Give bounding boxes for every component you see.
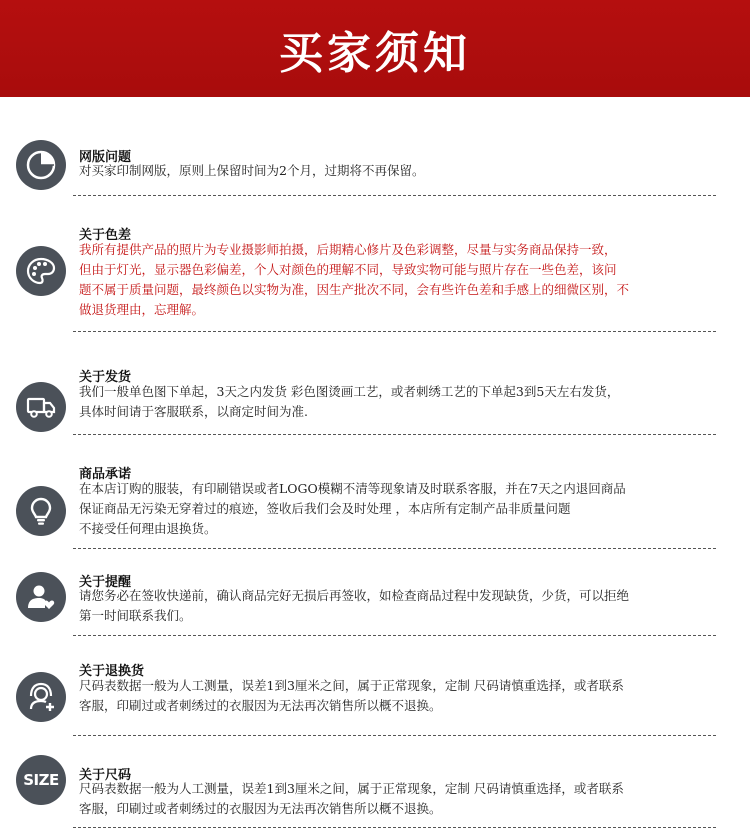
divider (73, 827, 716, 828)
headset-icon (16, 672, 66, 722)
body-line: 对买家印制网版，原则上保留时间为2个月，过期将不再保留。 (79, 163, 425, 178)
body-line: 客服，印刷过或者刺绣过的衣服因为无法再次销售所以概不退换。 (79, 698, 442, 713)
section-body (79, 161, 719, 181)
section-body (79, 382, 719, 422)
lightbulb-icon (16, 486, 66, 536)
section-body (79, 779, 719, 819)
body-line: 题不属于质量问题，最终颜色以实物为准，因生产批次不同，会有些许色差和手感上的细微区别，不 (79, 282, 630, 297)
truck-icon (16, 382, 66, 432)
divider (73, 434, 716, 435)
divider (73, 195, 716, 196)
user-heart-icon (16, 572, 66, 622)
page-title: 买家须知 (279, 27, 471, 79)
body-line: 尺码表数据一般为人工测量，误差1到3厘米之间，属于正常现象，定制 尺码请慎重选择，或者联系 (79, 678, 624, 693)
section-heading: 关于色差 (79, 228, 132, 243)
body-line: 但由于灯光，显示器色彩偏差，个人对颜色的理解不同，导致实物可能与照片存在一些色差，该问 (79, 262, 617, 277)
body-line: 尺码表数据一般为人工测量，误差1到3厘米之间，属于正常现象，定制 尺码请慎重选择，或者联系 (79, 781, 624, 796)
section-heading: 关于提醒 (79, 575, 132, 590)
divider (73, 735, 716, 736)
size-icon (16, 755, 66, 805)
body-line: 我所有提供产品的照片为专业摄影师拍摄，后期精心修片及色彩调整，尽量与实务商品保持一致， (79, 242, 617, 257)
section-body (79, 479, 719, 539)
section-heading: 网版问题 (79, 150, 132, 165)
body-line: 第一时间联系我们。 (79, 608, 192, 623)
pie-chart-icon (16, 140, 66, 190)
body-line: 保证商品无污染无穿着过的痕迹，签收后我们会及时处理 ，本店所有定制产品非质量问题 (79, 501, 571, 516)
body-line: 在本店订购的服装，有印刷错误或者LOGO模糊不清等现象请及时联系客服，并在7天之内退回商品 (79, 481, 626, 496)
section-body (79, 240, 719, 320)
body-line: 做退货理由，忘理解。 (79, 302, 205, 317)
divider (73, 548, 716, 549)
section-heading: 关于退换货 (79, 664, 145, 679)
body-line: 我们一般单色图下单起，3天之内发货 彩色图烫画工艺，或者刺绣工艺的下单起3到5天左右发货， (79, 384, 620, 399)
section-heading: 商品承诺 (79, 467, 132, 482)
body-line: 具体时间请于客服联系，以商定时间为准. (79, 404, 308, 419)
body-line: 客服，印刷过或者刺绣过的衣服因为无法再次销售所以概不退换。 (79, 801, 442, 816)
divider (73, 635, 716, 636)
palette-icon (16, 246, 66, 296)
body-line: 不接受任何理由退换货。 (79, 521, 217, 536)
header-banner (0, 0, 750, 97)
section-heading: 关于发货 (79, 370, 132, 385)
body-line: 请您务必在签收快递前，确认商品完好无损后再签收，如检查商品过程中发现缺货，少货，可以拒绝 (79, 588, 630, 603)
section-body (79, 676, 719, 716)
divider (73, 331, 716, 332)
size-icon-label: SIZE (23, 771, 59, 789)
section-body (79, 586, 719, 626)
section-heading: 关于尺码 (79, 768, 132, 783)
